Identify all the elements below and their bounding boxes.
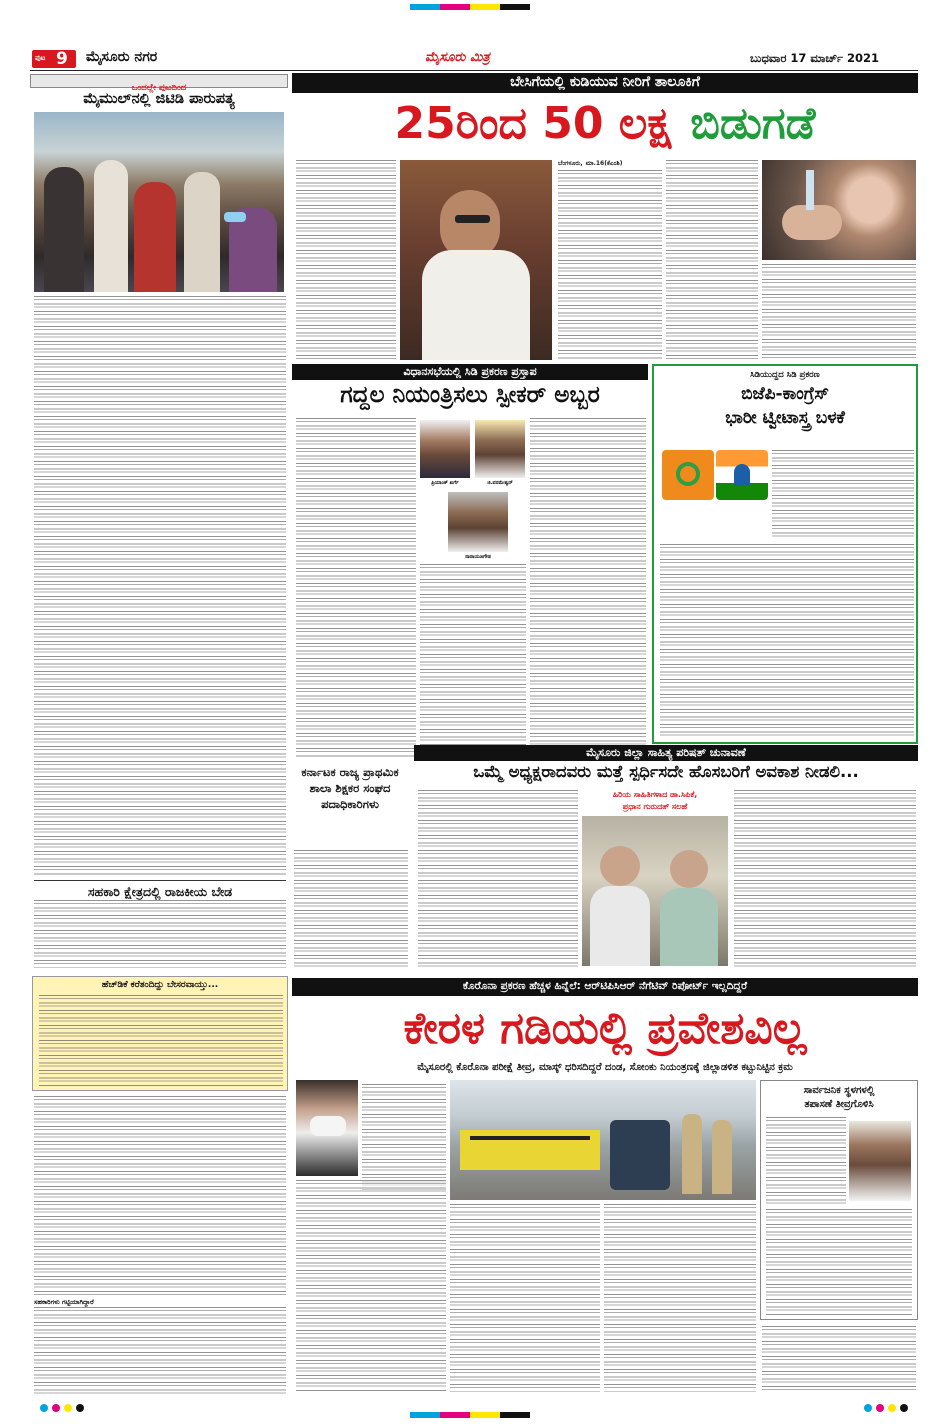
mymul-text-block: [34, 296, 286, 876]
inspection-head-1: ಸಾರ್ವಜನಿಕ ಸ್ಥಳಗಳಲ್ಲಿ: [803, 1085, 875, 1096]
page-label: ಪುಟ: [35, 54, 46, 62]
page-header: [30, 48, 918, 71]
hdk-box-title: ಹೆಚ್‌ಡಿಕೆ ಕರೆತಂದಿದ್ದು ಬೇಸರವಾಯ್ತು...: [101, 980, 219, 990]
sahitya-quote-2: ಪ್ರಧಾನ ಗುರುದತ್ ಸಲಹೆ: [622, 802, 688, 811]
main-text-col3: [666, 160, 758, 360]
main-text-col1: [296, 160, 396, 360]
page-number-badge: [32, 50, 76, 68]
main-dateline: ಬೆಂಗಳೂರು, ಮಾ.16(ಕೆಎಂಶಿ): [558, 160, 623, 167]
color-bar-bottom: [410, 1412, 530, 1418]
strong-cooperatives-subhead: ಸಹಕಾರಿಗಳು ಗಟ್ಟಿಯಾಗಿದ್ದಾರೆ: [34, 1298, 94, 1306]
bjp-headline-1: ಬಿಜೆಪಿ-ಕಾಂಗ್ರೆಸ್: [741, 384, 829, 404]
inspection-box: [760, 1080, 918, 1320]
minister-photo: [400, 160, 552, 360]
caption-1: ಪ್ರಿಯಾಂಕ್ ಖರ್ಗೆ: [431, 480, 459, 486]
bjp-kicker: ಸಿಡಿಯುದ್ದದ ಸಿಡಿ ಪ್ರಕರಣ: [750, 370, 820, 380]
masthead: ಮೈಸೂರು ಮಿತ್ರ: [425, 50, 490, 65]
masked-girl-photo: [296, 1080, 358, 1176]
mymul-photo: [34, 112, 284, 292]
sahitya-quote-1: ಹಿರಿಯ ಸಾಹಿತಿಗಳಾದ ಡಾ.ಸಿಪಿಕೆ,: [612, 790, 698, 799]
main-kicker: ಬೇಸಿಗೆಯಲ್ಲಿ ಕುಡಿಯುವ ನೀರಿಗೆ ತಾಲೂಕಿಗೆ: [510, 74, 700, 90]
bjp-logo: [662, 450, 714, 500]
sahitya-photo: [582, 816, 728, 966]
left-bottom-text-a: [34, 1096, 286, 1296]
speaker-kicker-band: [292, 364, 648, 380]
reg-mark-cyan: [40, 1404, 48, 1412]
sahitya-headline: ಒಮ್ಮೆ ಅಧ್ಯಕ್ಷರಾದವರು ಮತ್ತೆ ಸ್ಪರ್ಧಿಸದೇ ಹೊಸಬರಿಗೆ ಅವಕಾಶ ನೀಡಲಿ...: [473, 762, 859, 781]
caption-3: ನಾರಾಯಣಗೌಡ: [465, 554, 491, 560]
main-headline-green: ಬಿಡುಗಡೆ: [690, 98, 816, 149]
kerala-kicker-band: [292, 978, 918, 996]
speaker-kicker: ವಿಧಾನಸಭೆಯಲ್ಲಿ ಸಿಡಿ ಪ್ರಕರಣ ಪ್ರಸ್ತಾಪ: [403, 365, 537, 378]
kerala-subhead: ಮೈಸೂರಲ್ಲಿ ಕೊರೊನಾ ಪರೀಕ್ಷೆ ತೀವ್ರ, ಮಾಸ್ಕ್ ಧರಿಸದಿದ್ದರೆ ದಂಡ, ಸೋಂಕು ನಿಯಂತ್ರಣಕ್ಕೆ ಜಿಲ್ಲಾಡಳಿತ ಕಟ್ಟುನಿಟ್ಟಿನ ಕ್ರಮ: [417, 1062, 793, 1073]
kerala-text-col0: [362, 1084, 446, 1192]
kerala-text-col1: [296, 1180, 446, 1392]
left-strap-text: ಒಂದಲ್ಲೇ ಪುಟದಿಂದ: [131, 83, 187, 93]
teachers-text: [294, 850, 408, 970]
cooperative-text-block: [34, 900, 286, 968]
sahitya-kicker: ಮೈಸೂರು ಜಿಲ್ಲಾ ಸಾಹಿತ್ಯ ಪರಿಷತ್ ಚುನಾವಣೆ: [586, 746, 746, 759]
hdk-box: [32, 976, 288, 1091]
cooperative-subhead: ಸಹಕಾರಿ ಕ್ಷೇತ್ರದಲ್ಲಿ ರಾಜಕೀಯ ಬೇಡ: [34, 880, 286, 900]
speaker-text-col3: [530, 418, 646, 758]
checkpost-photo: [450, 1080, 756, 1200]
inspection-text-a: [766, 1117, 846, 1207]
sahitya-kicker-band: [414, 745, 918, 761]
main-kicker-band: [292, 73, 918, 93]
inspection-head-2: ತಪಾಸಣೆ ತೀವ್ರಗೊಳಿಸಿ: [804, 1099, 874, 1110]
kerala-text-col4: [762, 1326, 916, 1392]
reg-mark-cyan-r: [864, 1404, 872, 1412]
speaker-headline: ಗದ್ದಲ ನಿಯಂತ್ರಿಸಲು ಸ್ಪೀಕರ್ ಅಬ್ಬರ: [340, 382, 600, 408]
kerala-text-col2: [450, 1204, 600, 1392]
reg-mark-magenta-r: [876, 1404, 884, 1412]
issue-date: ಬುಧವಾರ 17 ಮಾರ್ಚ್ 2021: [750, 51, 879, 65]
main-text-col4: [762, 264, 916, 360]
section-title: ಮೈಸೂರು ನಗರ: [86, 49, 158, 65]
reg-mark-black-r: [900, 1404, 908, 1412]
reg-mark-magenta: [52, 1404, 60, 1412]
reg-mark-yellow-r: [888, 1404, 896, 1412]
bjp-headline-2: ಭಾರೀ ಟ್ವೀಟಾಸ್ತ್ರ ಬಳಕೆ: [725, 408, 845, 428]
politician-photo-1: [420, 420, 470, 478]
hdk-box-text: [39, 995, 283, 1087]
teachers-headline: ಕರ್ನಾಟಕ ರಾಜ್ಯ ಪ್ರಾಥಮಿಕ ಶಾಲಾ ಶಿಕ್ಷಕರ ಸಂಘದ ಪದಾಧಿಕಾರಿಗಳು: [301, 765, 399, 811]
official-photo: [849, 1121, 911, 1201]
sahitya-text-col1: [418, 790, 578, 970]
politician-photo-2: [475, 420, 525, 478]
congress-logo: [716, 450, 768, 500]
left-strap: [30, 74, 288, 93]
speaker-text-col2: [420, 564, 526, 758]
main-headline-red: 25ರಿಂದ 50 ಲಕ್ಷ: [394, 98, 672, 149]
kerala-text-col3: [604, 1204, 756, 1392]
politician-photo-3: [448, 492, 508, 552]
reg-mark-black: [76, 1404, 84, 1412]
water-photo: [762, 160, 916, 260]
bjp-text-right: [772, 450, 914, 540]
color-bar-top: [410, 4, 530, 10]
reg-mark-yellow: [64, 1404, 72, 1412]
kerala-headline: ಕೇರಳ ಗಡಿಯಲ್ಲಿ ಪ್ರವೇಶವಿಲ್ಲ: [403, 1003, 807, 1054]
bjp-text-body: [660, 544, 914, 738]
speaker-text-col1: [296, 418, 416, 758]
inspection-text-b: [766, 1209, 912, 1315]
bjp-congress-box: [652, 364, 918, 744]
sahitya-text-col2: [734, 790, 916, 970]
mymul-headline: ಮೈಮುಲ್‌ನಲ್ಲಿ ಜಿಟಿಡಿ ಪಾರುಪತ್ಯ: [83, 91, 235, 107]
page-number: 9: [56, 49, 68, 69]
left-bottom-text-b: [34, 1307, 286, 1395]
kerala-kicker: ಕೊರೊನಾ ಪ್ರಕರಣ ಹೆಚ್ಚಳ ಹಿನ್ನೆಲೆ: ಆರ್‌ಟಿಪಿಸಿಆರ್ ನೆಗೆಟಿವ್ ರಿಪೋರ್ಟ್ ಇಲ್ಲದಿದ್ದರೆ: [462, 980, 748, 992]
caption-2: ಜಿ.ಪರಮೇಶ್ವರ್: [487, 480, 513, 486]
main-text-col2: [558, 170, 662, 360]
main-headline: [292, 95, 918, 155]
